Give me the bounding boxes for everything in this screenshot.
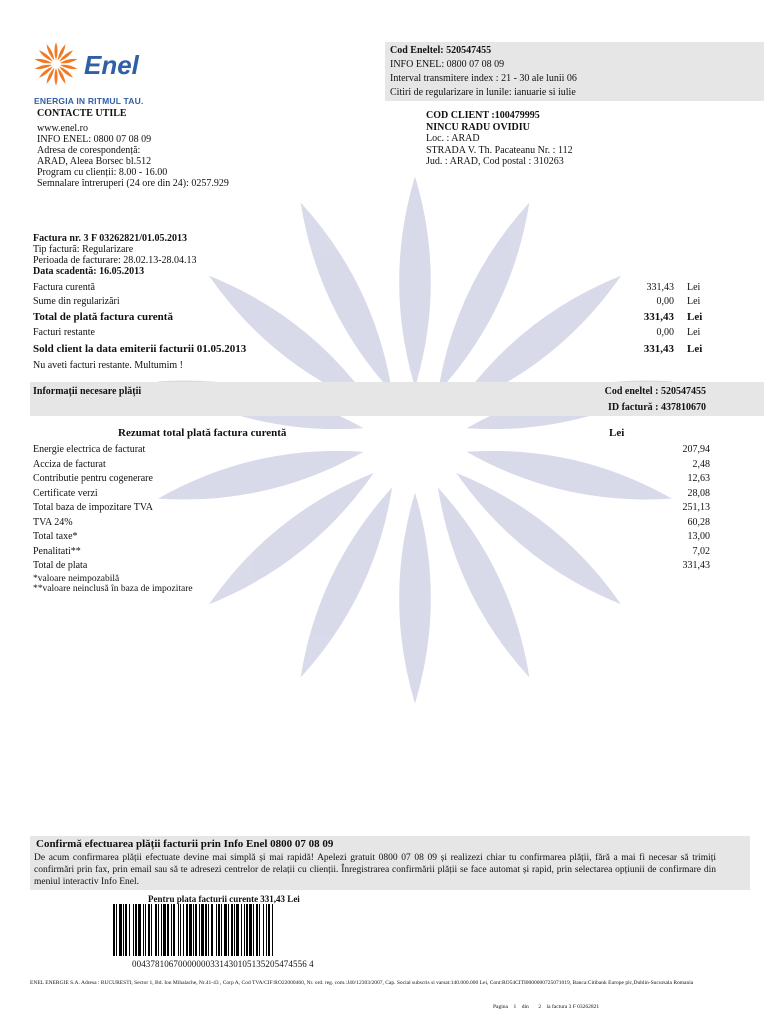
barcode-bar	[155, 904, 157, 956]
barcode-bar	[211, 904, 213, 956]
breakdown-row-value: 207,94	[682, 444, 710, 455]
barcode-bar	[148, 904, 150, 956]
contacts-website: www.enel.ro	[37, 123, 89, 134]
info-enel-phone: INFO ENEL: 0800 07 08 09	[390, 59, 505, 70]
barcode-bar	[180, 904, 181, 956]
invoice-period: Perioada de facturare: 28.02.13-28.04.13	[33, 255, 197, 266]
breakdown-row-value: 60,28	[687, 516, 710, 528]
barcode-bar	[158, 904, 159, 956]
breakdown-title: Rezumat total plată factura curentă	[118, 427, 287, 439]
barcode-bar	[135, 904, 137, 956]
petal-shape	[399, 176, 431, 387]
barcode-bar	[189, 904, 192, 956]
payment-info-title: Informații necesare plății	[33, 386, 142, 397]
breakdown-row-value: 2,48	[692, 458, 710, 470]
breakdown-row-label: Total taxe*	[33, 531, 78, 542]
barcode-bar	[163, 904, 166, 956]
barcode-bar	[259, 904, 260, 956]
barcode-bar	[119, 904, 122, 956]
confirm-text: De acum confirmarea plății efectuate devine mai simplă și mai rapidă! Apelezi gratuit 0800 07 08 09 și realizezi chiar tu confirmarea plății, fără a mai fi necesar să trimiți confirmări prin fax, prin email sau să te adresezi centrelor de relații cu clienții. Înregistrarea confirmării plății se face automat și rapid, prin selectarea opțiunii de confirmare din meniul interactiv Info Enel.	[34, 853, 716, 887]
client-street: STRADA V. Th. Pacateanu Nr. : 112	[426, 144, 573, 156]
payment-id-factura: ID factură : 437810670	[607, 402, 706, 413]
barcode-bar	[133, 904, 134, 956]
summary-unit: Lei	[687, 311, 703, 323]
barcode-bar	[218, 904, 220, 956]
barcode-bar	[256, 904, 258, 956]
contacts-address: ARAD, Aleea Borsec bl.512	[37, 156, 152, 167]
breakdown-row-value: 251,13	[682, 502, 710, 513]
summary-value: 331,43	[643, 343, 674, 355]
legal-footer: ENEL ENERGIE S.A. Adresa : BUCURESTI, Sector 1, Bd. Ion Mihalache, Nr.41-43 , Corp A, Cod TVA/CIF:RO22000460, Nr. ord. reg. com.:J40/12303/2007, Cap. Social subscris si varsat:140.000.000 Lei, Cont:RO54CITI0000000725071019, Banca:Citibank Europe plc,Dublin-Sucursala Romania	[30, 980, 694, 986]
client-code: COD CLIENT :100479995	[426, 110, 540, 121]
footnote-non-taxable: *valoare neimpozabilă	[33, 574, 120, 584]
breakdown-row-label: Total baza de impozitare TVA	[33, 502, 153, 513]
barcode-bar	[221, 904, 222, 956]
info-index-interval: Interval transmitere index : 21 - 30 ale lunii 06	[390, 73, 577, 84]
barcode-bar	[231, 904, 233, 956]
barcode-bar	[241, 904, 242, 956]
barcode-bar	[234, 904, 235, 956]
summary-unit: Lei	[687, 343, 703, 355]
contacts-hours: Program cu clienții: 8.00 - 16.00	[37, 167, 168, 178]
summary-value: 331,43	[646, 282, 674, 293]
contacts-outage-phone: Semnalare întreruperi (24 ore din 24): 0257.929	[37, 178, 229, 189]
contacts-title: CONTACTE UTILE	[37, 108, 127, 119]
barcode-bar	[272, 904, 273, 956]
invoice-type: Tip factură: Regularizare	[33, 244, 134, 255]
invoice-details	[33, 233, 197, 277]
page-number: Pagina 1 din 2 la factura 3 F 03262821	[493, 1004, 600, 1010]
barcode-bar	[183, 904, 184, 956]
summary-unit: Lei	[687, 282, 701, 293]
breakdown-row-value: 12,63	[687, 473, 710, 484]
petal-shape	[399, 493, 431, 704]
payment-cod-eneltel: Cod eneltel : 520547455	[604, 386, 706, 397]
no-arrears-note: Nu aveti facturi restante. Multumim !	[33, 360, 183, 371]
barcode-bar	[123, 904, 124, 956]
confirm-title: Confirmă efectuarea plății facturii prin Info Enel 0800 07 08 09	[36, 838, 334, 850]
barcode-bar	[253, 904, 254, 956]
barcode-bar	[178, 904, 179, 956]
info-box	[385, 42, 764, 101]
summary-label: Sold client la data emiterii facturii 01.05.2013	[33, 343, 247, 355]
barcode-bar	[116, 904, 117, 956]
barcode-bar	[193, 904, 194, 956]
breakdown-row-value: 28,08	[687, 487, 710, 499]
summary-unit: Lei	[687, 327, 701, 338]
barcode-bar	[228, 904, 229, 956]
barcode-bar	[216, 904, 217, 956]
barcode-digits: 00437810670000000331430105135205474556 4	[132, 959, 314, 969]
barcode-bar	[199, 904, 200, 956]
barcode-bar	[125, 904, 127, 956]
summary-value: 0,00	[656, 296, 674, 307]
summary-value: 331,43	[643, 311, 674, 323]
summary-unit: Lei	[687, 296, 701, 307]
barcode-bar	[201, 904, 204, 956]
info-cod-eneltel: Cod Eneltel: 520547455	[390, 45, 492, 56]
barcode-bar	[138, 904, 141, 956]
summary-label: Total de plată factura curentă	[33, 311, 173, 323]
barcode-label: Pentru plata facturii curente 331,43 Lei	[148, 894, 300, 904]
summary-label: Factura curentă	[33, 282, 95, 293]
barcode-bar	[143, 904, 144, 956]
barcode-bar	[171, 904, 172, 956]
breakdown-row-value: 331,43	[682, 560, 710, 571]
breakdown-row-label: Acciza de facturat	[33, 458, 106, 470]
contacts-list	[37, 123, 229, 189]
barcode-bar	[224, 904, 227, 956]
info-reading-months: Citiri de regularizare in lunile: ianuarie si iulie	[390, 87, 576, 98]
breakdown-row-label: TVA 24%	[33, 516, 73, 528]
footnote-not-in-tax-base: **valoare neinclusă în baza de impozitare	[33, 584, 193, 594]
petal-shape	[54, 42, 57, 60]
barcode-bar	[113, 904, 115, 956]
barcode-bar	[246, 904, 248, 956]
enel-watermark-image	[150, 150, 680, 730]
barcode-bar	[161, 904, 162, 956]
client-county: Jud. : ARAD, Cod postal : 310263	[426, 156, 564, 167]
invoice-number: Factura nr. 3 F 03262821/01.05.2013	[33, 233, 187, 244]
barcode-bar	[244, 904, 245, 956]
barcode-bar	[145, 904, 146, 956]
barcode-bar	[129, 904, 130, 956]
breakdown-row-value: 7,02	[692, 545, 710, 557]
barcode-bar	[266, 904, 267, 956]
client-block	[426, 110, 573, 168]
breakdown-row-label: Penalitati**	[33, 545, 81, 557]
summary-label: Facturi restante	[33, 327, 95, 338]
contacts-info-phone: INFO ENEL: 0800 07 08 09	[37, 134, 152, 145]
contacts-address-label: Adresa de corespondență:	[37, 145, 141, 156]
payment-barcode	[113, 904, 315, 956]
breakdown-row-value: 13,00	[687, 531, 710, 542]
breakdown-unit-header: Lei	[609, 427, 625, 439]
petal-shape	[54, 68, 57, 86]
summary-label: Sume din regularizări	[33, 296, 120, 307]
client-name: NINCU RADU OVIDIU	[426, 121, 530, 133]
barcode-bar	[205, 904, 207, 956]
barcode-bar	[173, 904, 175, 956]
barcode-bar	[151, 904, 152, 956]
barcode-bar	[249, 904, 252, 956]
barcode-bar	[186, 904, 188, 956]
invoice-due-date: Data scadentă: 16.05.2013	[33, 266, 145, 277]
summary-value: 0,00	[656, 327, 674, 338]
logo-wordmark: Enel	[84, 50, 139, 80]
barcode-bar	[195, 904, 197, 956]
barcode-bar	[236, 904, 239, 956]
barcode-bar	[263, 904, 264, 956]
breakdown-row-label: Total de plata	[33, 560, 88, 571]
brand-tagline: ENERGIA IN RITMUL TAU.	[34, 96, 144, 106]
breakdown-row-label: Contributie pentru cogenerare	[33, 473, 153, 484]
client-locality: Loc. : ARAD	[426, 133, 480, 144]
breakdown-row-label: Certificate verzi	[33, 487, 98, 499]
barcode-bar	[268, 904, 270, 956]
barcode-bar	[208, 904, 209, 956]
breakdown-row-label: Energie electrica de facturat	[33, 444, 146, 455]
barcode-bar	[167, 904, 169, 956]
enel-logo-image	[32, 36, 152, 98]
